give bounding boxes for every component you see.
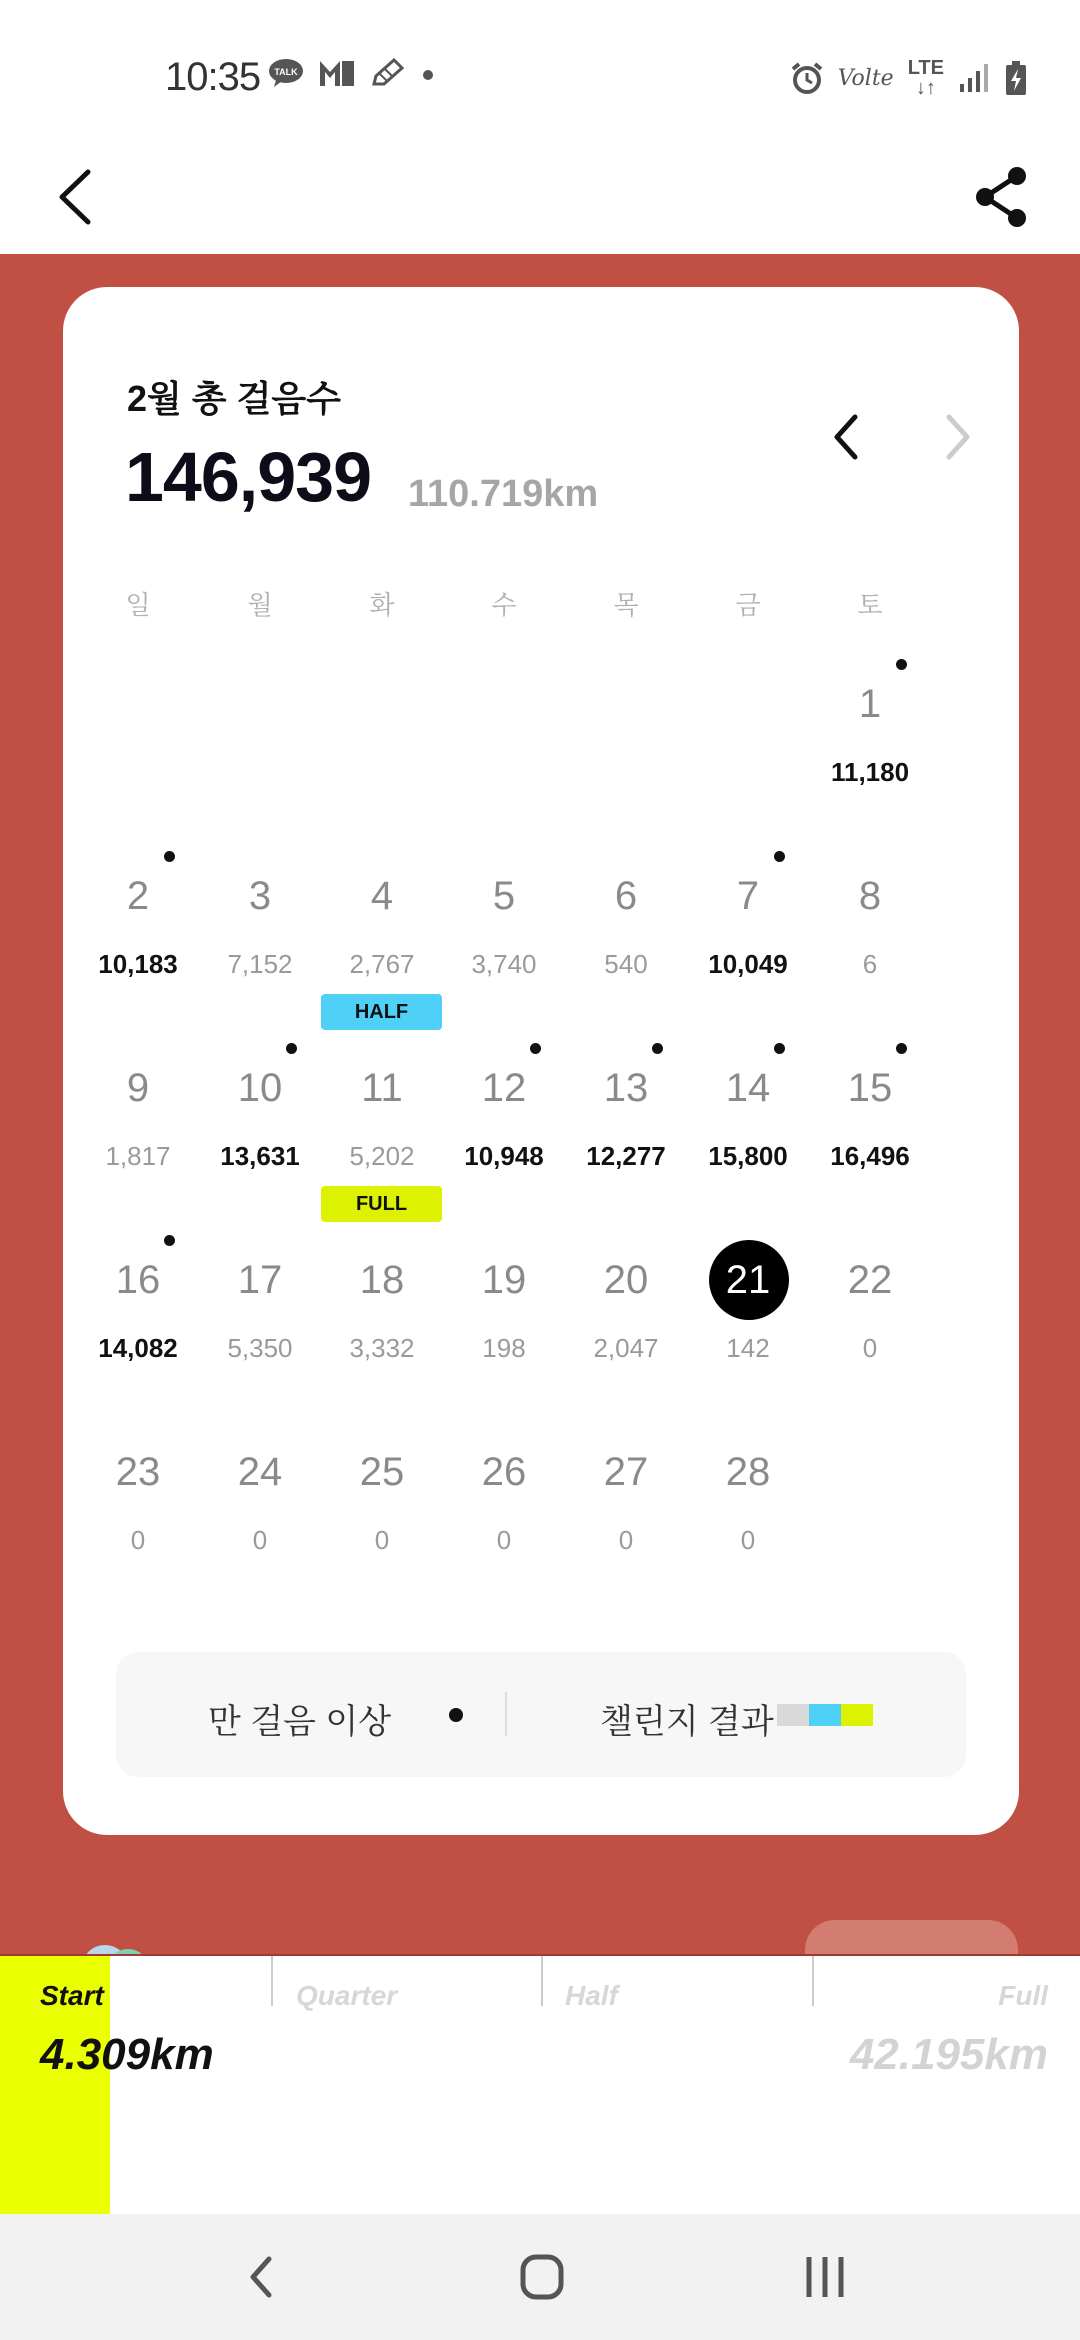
day-steps: 0 xyxy=(252,1525,268,1555)
notification-icons xyxy=(268,58,438,88)
day-steps: 14,082 xyxy=(98,1333,178,1363)
day-steps: 1,817 xyxy=(105,1141,171,1171)
calendar-day[interactable] xyxy=(77,1053,199,1243)
day-steps: 3,740 xyxy=(471,949,537,979)
calendar-day[interactable] xyxy=(77,1245,199,1435)
day-steps: 5,350 xyxy=(227,1333,293,1363)
over-10k-dot-icon xyxy=(652,1043,663,1054)
day-steps: 0 xyxy=(862,1333,878,1363)
day-number: 6 xyxy=(614,874,638,918)
nav-home-icon[interactable] xyxy=(513,2249,573,2305)
over-10k-dot-icon xyxy=(774,1043,785,1054)
half-badge: HALF xyxy=(321,994,442,1030)
battery-charging-icon xyxy=(1004,60,1028,96)
marathon-progress xyxy=(0,1954,1080,2216)
legend-challenge-colors xyxy=(777,1704,873,1726)
next-month-chevron-icon[interactable] xyxy=(931,407,981,467)
day-number: 24 xyxy=(237,1450,283,1494)
calendar-day[interactable] xyxy=(443,1437,565,1627)
half-tick xyxy=(541,1956,543,2006)
calendar-day[interactable] xyxy=(199,1053,321,1243)
legend-box xyxy=(116,1652,966,1777)
calendar-day[interactable] xyxy=(77,861,199,1051)
signal-icon xyxy=(958,62,990,94)
day-number: 16 xyxy=(115,1258,161,1302)
day-number: 18 xyxy=(359,1258,405,1302)
day-number: 11 xyxy=(361,1066,403,1110)
day-number: 7 xyxy=(736,874,760,918)
calendar-day[interactable] xyxy=(321,1245,443,1435)
svg-text:TALK: TALK xyxy=(274,67,298,77)
day-number: 22 xyxy=(847,1258,893,1302)
calendar-day[interactable] xyxy=(443,1245,565,1435)
day-steps: 6 xyxy=(862,949,878,979)
weekday-label: 화 xyxy=(369,590,395,620)
monthly-steps-card xyxy=(63,287,1019,1835)
calendar-day[interactable] xyxy=(687,1053,809,1243)
day-number: 26 xyxy=(481,1450,527,1494)
label-full: Full xyxy=(998,1980,1048,2011)
label-half: Half xyxy=(565,1980,618,2011)
lte-indicator: LTE ↓↑ xyxy=(907,57,944,99)
quarter-tick xyxy=(271,1956,273,2006)
day-steps: 15,800 xyxy=(708,1141,788,1171)
calendar-day[interactable] xyxy=(77,1437,199,1627)
system-nav-bar xyxy=(0,2214,1080,2340)
more-dot-icon xyxy=(418,58,438,88)
calendar-day[interactable] xyxy=(809,1053,931,1243)
day-steps: 12,277 xyxy=(586,1141,666,1171)
status-time: 10:35 xyxy=(165,55,261,99)
calendar-day[interactable] xyxy=(443,861,565,1051)
total-distance: 110.719km xyxy=(408,473,599,515)
day-steps: 10,948 xyxy=(464,1141,544,1171)
full-tick xyxy=(812,1956,814,2006)
month-title: 2월 총 걸음수 xyxy=(127,378,341,419)
lte-label: LTE xyxy=(907,57,944,79)
day-steps: 198 xyxy=(482,1333,526,1363)
weekday-label: 금 xyxy=(735,590,761,620)
legend-dot-icon xyxy=(449,1708,463,1722)
weekday-label: 목 xyxy=(613,590,639,620)
system-status-icons xyxy=(790,58,1028,98)
calendar-day[interactable] xyxy=(687,861,809,1051)
legend-divider xyxy=(505,1692,507,1736)
calendar-day[interactable] xyxy=(809,1245,931,1435)
weekday-label: 수 xyxy=(491,590,517,620)
day-steps: 10,049 xyxy=(708,949,788,979)
day-number: 15 xyxy=(847,1066,893,1110)
over-10k-dot-icon xyxy=(896,659,907,670)
calendar-day[interactable] xyxy=(321,1437,443,1627)
status-bar xyxy=(0,0,1080,140)
volte-indicator: Volte xyxy=(837,65,894,91)
calendar-day[interactable] xyxy=(321,1053,443,1243)
day-steps: 0 xyxy=(130,1525,146,1555)
share-icon[interactable] xyxy=(969,164,1035,230)
label-quarter: Quarter xyxy=(296,1980,398,2011)
day-steps: 0 xyxy=(618,1525,634,1555)
day-number: 17 xyxy=(237,1258,283,1302)
day-number: 5 xyxy=(492,874,516,918)
day-number: 27 xyxy=(603,1450,649,1494)
day-number: 3 xyxy=(248,874,272,918)
day-steps: 0 xyxy=(496,1525,512,1555)
day-number: 8 xyxy=(858,874,882,918)
over-10k-dot-icon xyxy=(286,1043,297,1054)
calendar-day[interactable] xyxy=(565,1053,687,1243)
day-number: 13 xyxy=(603,1066,649,1110)
calendar-day[interactable] xyxy=(809,669,931,859)
day-number: 25 xyxy=(359,1450,405,1494)
legend-color-full xyxy=(841,1704,873,1726)
back-arrow-icon[interactable] xyxy=(52,162,112,232)
day-steps: 3,332 xyxy=(349,1333,415,1363)
day-number: 10 xyxy=(237,1066,283,1110)
calendar-day[interactable] xyxy=(565,1245,687,1435)
label-start: Start xyxy=(40,1980,104,2011)
total-steps: 146,939 xyxy=(125,438,372,516)
prev-month-chevron-icon[interactable] xyxy=(823,407,873,467)
calendar-day[interactable] xyxy=(687,1245,809,1435)
day-steps: 2,767 xyxy=(349,949,415,979)
calendar-day[interactable] xyxy=(565,861,687,1051)
nav-recents-icon[interactable] xyxy=(795,2249,855,2305)
day-steps: 0 xyxy=(740,1525,756,1555)
calendar-day[interactable] xyxy=(199,1437,321,1627)
day-number: 12 xyxy=(481,1066,527,1110)
nav-back-icon[interactable] xyxy=(233,2249,293,2305)
day-number: 4 xyxy=(370,874,394,918)
over-10k-dot-icon xyxy=(164,851,175,862)
calendar-day[interactable] xyxy=(199,861,321,1051)
day-steps: 142 xyxy=(726,1333,770,1363)
calendar-day[interactable] xyxy=(809,861,931,1051)
weekday-label: 일 xyxy=(125,590,151,620)
talk-icon xyxy=(268,58,304,88)
legend-challenge-label: 챌린지 결과 xyxy=(600,1703,774,1741)
day-number: 19 xyxy=(481,1258,527,1302)
day-steps: 10,183 xyxy=(98,949,178,979)
app-bar xyxy=(0,140,1080,254)
over-10k-dot-icon xyxy=(774,851,785,862)
day-number: 28 xyxy=(725,1450,771,1494)
over-10k-dot-icon xyxy=(896,1043,907,1054)
current-distance: 4.309km xyxy=(40,2030,214,2079)
over-10k-dot-icon xyxy=(164,1235,175,1246)
calendar-day[interactable] xyxy=(687,1437,809,1627)
legend-color-none xyxy=(777,1704,809,1726)
goal-distance: 42.195km xyxy=(849,2030,1048,2079)
day-number: 14 xyxy=(725,1066,771,1110)
legend-color-half xyxy=(809,1704,841,1726)
pencil-icon xyxy=(370,58,404,88)
day-steps: 16,496 xyxy=(830,1141,910,1171)
calendar-day[interactable] xyxy=(443,1053,565,1243)
day-number: 2 xyxy=(126,874,150,918)
day-number: 20 xyxy=(603,1258,649,1302)
mail-m-icon xyxy=(318,58,356,88)
full-badge: FULL xyxy=(321,1186,442,1222)
day-number: 1 xyxy=(858,682,882,726)
weekday-label: 토 xyxy=(857,590,883,620)
day-steps: 11,180 xyxy=(830,757,910,787)
day-number: 9 xyxy=(126,1066,150,1110)
weekday-label: 월 xyxy=(247,590,273,620)
day-steps: 0 xyxy=(374,1525,390,1555)
calendar-day[interactable] xyxy=(565,1437,687,1627)
day-steps: 2,047 xyxy=(593,1333,659,1363)
day-number: 21 xyxy=(725,1258,771,1302)
day-number: 23 xyxy=(115,1450,161,1494)
day-steps: 13,631 xyxy=(220,1141,300,1171)
day-steps: 7,152 xyxy=(227,949,293,979)
day-steps: 5,202 xyxy=(349,1141,415,1171)
legend-10k-label: 만 걸음 이상 xyxy=(208,1703,392,1741)
over-10k-dot-icon xyxy=(530,1043,541,1054)
day-steps: 540 xyxy=(604,949,648,979)
alarm-icon xyxy=(790,61,824,95)
calendar-day[interactable] xyxy=(199,1245,321,1435)
calendar-day[interactable] xyxy=(321,861,443,1051)
